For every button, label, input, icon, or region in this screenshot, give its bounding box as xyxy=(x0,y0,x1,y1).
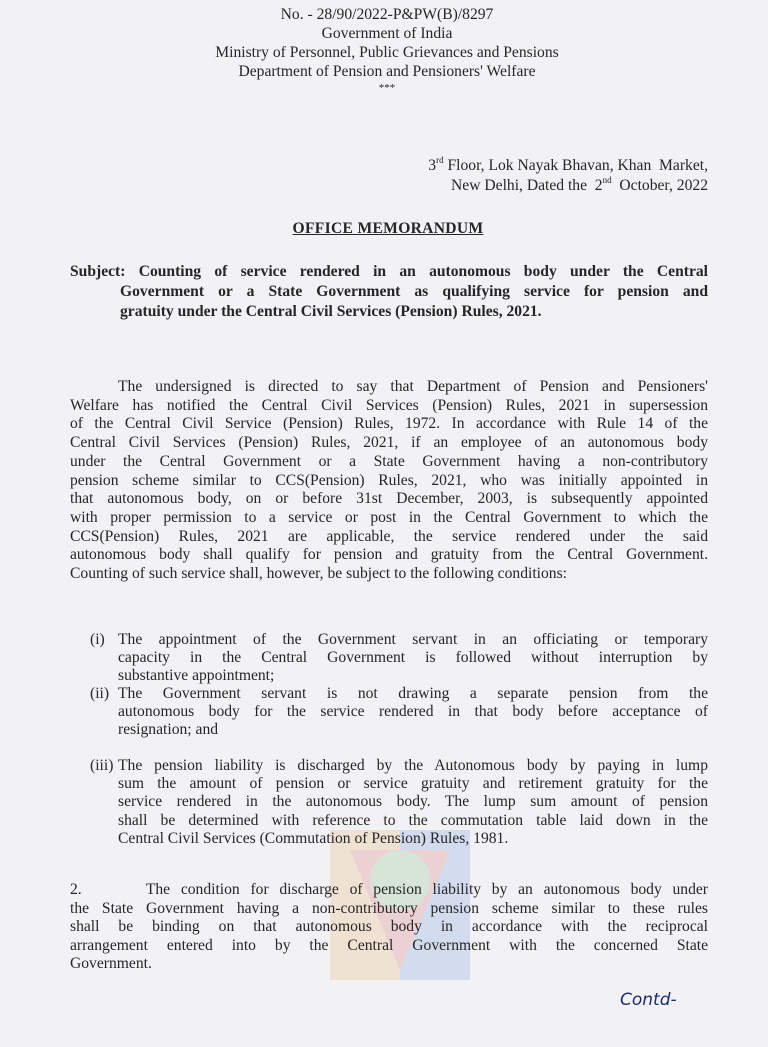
address-text: Floor, Lok Nayak Bhavan, Khan Market, xyxy=(443,157,708,174)
subject-line: Government or a State Government as qualifying service for pension and xyxy=(120,283,708,300)
ministry-name: Ministry of Personnel, Public Grievances and Pensions xyxy=(215,44,559,61)
condition-text xyxy=(118,631,708,686)
letterhead xyxy=(0,5,768,95)
text-line: CCS(Pension) Rules, 2021 are applicable, the service rendered under the said xyxy=(70,527,708,545)
paragraph-1 xyxy=(70,378,708,584)
text-line: 2. The condition for discharge of pension liability by an autonomous body under xyxy=(70,881,708,898)
condition-iii xyxy=(90,757,708,848)
text-line: capacity in the Central Government is followed without interruption by xyxy=(118,649,708,667)
file-number: No. - 28/90/2022-P&PW(B)/8297 xyxy=(280,6,494,23)
text-line: resignation; and xyxy=(118,721,219,739)
condition-label: (ii) xyxy=(90,685,110,702)
text-line: pension scheme similar to CCS(Pension) Rules, 2021, who was initially appointed in xyxy=(70,471,708,489)
text-line: substantive appointment; xyxy=(118,667,275,685)
text-line: autonomous body for the service rendered in that body before acceptance of xyxy=(118,703,708,721)
address-line-2 xyxy=(428,176,708,196)
text-line: Welfare has notified the Central Civil Services (Pension) Rules, 2021 in supersession xyxy=(70,396,708,414)
text-line: autonomous body shall qualify for pension and gratuity from the Central Government. xyxy=(70,546,708,564)
text-line: The pension liability is discharged by the Autonomous body by paying in lump xyxy=(118,757,708,774)
text-line: under the Central Government or a State Government having a non-contributory xyxy=(70,452,708,470)
text-line: shall be determined with reference to the commutation table laid down in the xyxy=(118,811,708,829)
condition-text xyxy=(118,685,708,740)
handwritten-contd: Contd- xyxy=(620,990,677,1010)
text-line: Counting of such service shall, however, be subject to the following conditions: xyxy=(70,565,567,583)
address-line-1 xyxy=(428,156,708,176)
text-line: The appointment of the Government servant in an officiating or temporary xyxy=(118,631,708,648)
text-line: with proper permission to a service or post in the Central Government to which the xyxy=(70,508,708,526)
superscript: rd xyxy=(436,155,444,165)
date-suffix: October, 2022 xyxy=(611,177,708,194)
superscript: nd xyxy=(602,175,612,185)
subject-line: gratuity under the Central Civil Services (Pension) Rules, 2021. xyxy=(120,303,542,320)
text-line: shall be binding on that autonomous body in accordance with the reciprocal xyxy=(70,918,708,935)
text-line: arrangement entered into by the Central Government with the concerned State xyxy=(70,936,708,954)
subject-line: Subject: Counting of service rendered in an autonomous body under the Central xyxy=(70,263,708,280)
text-line: Central Civil Services (Commutation of Pension) Rules, 1981. xyxy=(118,829,509,847)
condition-label: (i) xyxy=(90,631,105,648)
condition-text xyxy=(118,757,708,848)
document-title: OFFICE MEMORANDUM xyxy=(292,220,484,237)
text-line: that autonomous body, on or before 31st December, 2003, is subsequently appointed xyxy=(70,490,708,508)
text-line: The undersigned is directed to say that Department of Pension and Pensioners' xyxy=(118,378,708,395)
date-prefix: New Delhi, Dated the 2 xyxy=(451,177,603,194)
text-line: Central Civil Services (Pension) Rules, 2021, if an employee of an autonomous body xyxy=(70,434,708,452)
floor-number: 3 xyxy=(428,157,437,174)
text-line: the State Government having a non-contributory pension scheme similar to these rules xyxy=(70,899,708,917)
condition-label: (iii) xyxy=(90,757,114,774)
text-line: Government. xyxy=(70,955,152,972)
text-line: of the Central Civil Service (Pension) Rules, 1972. In accordance with Rule 14 of the xyxy=(70,415,708,433)
address-block xyxy=(428,156,708,196)
separator: *** xyxy=(378,82,396,94)
government-name: Government of India xyxy=(321,25,453,42)
text-line: sum the amount of pension or service gratuity and retirement gratuity for the xyxy=(118,775,708,793)
text-line: The Government servant is not drawing a separate pension from the xyxy=(118,685,708,702)
condition-i xyxy=(90,631,708,686)
subject xyxy=(70,262,708,322)
department-name: Department of Pension and Pensioners' Welfare xyxy=(238,63,536,80)
text-line: service rendered in the autonomous body. The lump sum amount of pension xyxy=(118,793,708,811)
paragraph-2 xyxy=(70,881,708,974)
condition-ii xyxy=(90,685,708,740)
